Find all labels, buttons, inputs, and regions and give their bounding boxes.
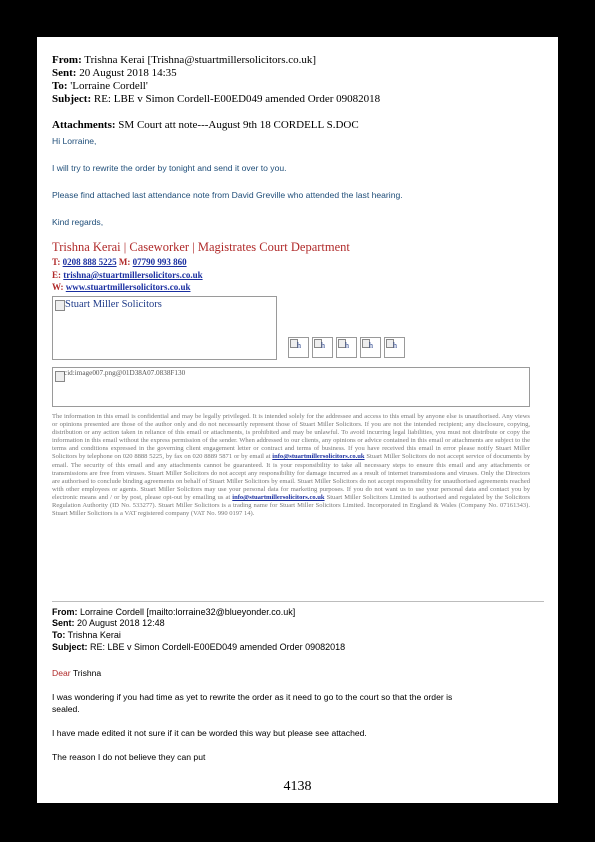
reply-from-line: From: Lorraine Cordell [mailto:lorraine32@blueyonder.co.uk] bbox=[52, 607, 296, 617]
email-link[interactable]: trishna@stuartmillersolicitors.co.uk bbox=[63, 270, 203, 280]
subject-line: Subject: RE: LBE v Simon Cordell-E00ED049 amended Order 09082018 bbox=[52, 93, 381, 105]
sent-line: Sent: 20 August 2018 14:35 bbox=[52, 67, 177, 79]
banner-image bbox=[52, 367, 530, 407]
social-link-1[interactable]: h bbox=[288, 337, 309, 358]
disclaimer-email-link-2[interactable]: info@stuartmillersolicitors.co.uk bbox=[232, 493, 325, 501]
website-link[interactable]: www.stuartmillersolicitors.co.uk bbox=[65, 282, 191, 292]
mobile-link[interactable]: 07790 993 860 bbox=[132, 257, 187, 267]
company-logo-image[interactable] bbox=[52, 296, 277, 360]
signature-web-line: W: www.stuartmillersolicitors.co.uk bbox=[52, 282, 191, 292]
reply-greeting: Dear Trishna bbox=[52, 668, 102, 678]
broken-image-icon bbox=[55, 300, 65, 311]
reply-subject-line: Subject: RE: LBE v Simon Cordell-E00ED049 amended Order 09082018 bbox=[52, 642, 346, 652]
reply-paragraph-1-cont: sealed. bbox=[52, 704, 80, 714]
social-link-4[interactable]: h bbox=[360, 337, 381, 358]
sent-value: 20 August 2018 14:35 bbox=[79, 67, 177, 79]
social-link-2[interactable]: h bbox=[312, 337, 333, 358]
reply-paragraph-3: The reason I do not believe they can put bbox=[52, 752, 206, 762]
social-icons bbox=[288, 337, 405, 358]
disclaimer-email-link-1[interactable]: info@stuartmillersolicitors.co.uk bbox=[272, 453, 365, 461]
phone-link[interactable]: 0208 888 5225 bbox=[62, 257, 117, 267]
social-link-5[interactable]: h bbox=[384, 337, 405, 358]
document-page bbox=[37, 37, 558, 803]
from-value: Trishna Kerai [Trishna@stuartmillersolicitors.co.uk] bbox=[84, 54, 317, 66]
from-line: From: Trishna Kerai [Trishna@stuartmillersolicitors.co.uk] bbox=[52, 54, 317, 66]
reply-subject-value: RE: LBE v Simon Cordell-E00ED049 amended Order 09082018 bbox=[90, 642, 346, 652]
reply-sent-value: 20 August 2018 12:48 bbox=[77, 618, 165, 628]
greeting: Hi Lorraine, bbox=[52, 136, 97, 146]
signature-phone-line: T: 0208 888 5225 M: 07790 993 860 bbox=[52, 257, 187, 267]
signature-email-line: E: trishna@stuartmillersolicitors.co.uk bbox=[52, 270, 203, 280]
reply-to-value: Trishna Kerai bbox=[67, 630, 121, 640]
legal-disclaimer: The information in this email is confidential and may be legally privileged. It is intended solely for the addressee and access to this email by anyone else is unauthorised. Any views or opinions presented are those of the author only and do not necessarily represent those of Stuart Miller Solicitors. If you are not the intended recipient; any disclosure, copying, distribution or any action taken in reliance of this email or attachments, is prohibited and may be unlawful. To avoid incurring legal liabilities, you must not distribute or copy the information in this email without the express permission of the sender. When addressed to our clients, any opinions or advice contained in this email or attachments are subject to the terms and conditions expressed in the governing client engagement letter or contract and terms of business. If you have received this email in error please notify Stuart Miller Solicitors by telephone on 020 8888 5225, by fax on 020 8889 5871 or by email at info@stuartmillersolicitors.co.uk Stuart Miller Solicitors do not accept service of documents by email. The security of this email and any attachments cannot be guaranteed. It is your responsibility to take all necessary steps to ensure this email and any attachments or transmissions are free from viruses. Stuart Miller Solicitors do not accept any responsibility for damage incurred as a result of internet transmissions and viruses. Only the Directors are authorised to conclude binding agreements on behalf of Stuart Miller Solicitors by email. Stuart Miller Solicitors do not accept responsibility for unauthorised agreements reached with other employees or agents. Stuart Miller Solicitors may use your personal data for marketing purposes. If you do not want us to use your personal data and contact you by electronic means and / or by post, please opt-out by emailing us at info@stuartmillersolicitors.co.uk Stuart Miller Solicitors Limited is authorised and regulated by the Solicitors Regulation Authority (ID No. 533277). Stuart Miller Solicitors is a trading name for Stuart Miller Solicitors Limited. Incorporated in England & Wales (Company No. 07161343). Stuart Miller Solicitors is a VAT registered company (VAT No. 990 0197 14). bbox=[52, 413, 531, 518]
reply-to-line: To: Trishna Kerai bbox=[52, 630, 121, 640]
signature-name: Trishna Kerai | Caseworker | Magistrates Court Department bbox=[52, 240, 350, 254]
reply-from-value: Lorraine Cordell [mailto:lorraine32@blueyonder.co.uk] bbox=[80, 607, 296, 617]
reply-paragraph-1: I was wondering if you had time as yet to rewrite the order as it need to go to the court so that the order is bbox=[52, 692, 453, 702]
divider bbox=[52, 601, 544, 602]
page-number: 4138 bbox=[283, 779, 312, 794]
body-paragraph-1: I will try to rewrite the order by tonight and send it over to you. bbox=[52, 163, 287, 173]
social-link-3[interactable]: h bbox=[336, 337, 357, 358]
banner-alt-text: cid:image007.png@01D38A07.0838F130 bbox=[64, 369, 186, 377]
to-line: To: 'Lorraine Cordell' bbox=[52, 80, 148, 92]
attachments-line: Attachments: SM Court att note---August 9th 18 CORDELL S.DOC bbox=[52, 119, 359, 131]
attachment-file[interactable]: SM Court att note---August 9th 18 CORDELL S.DOC bbox=[118, 119, 359, 131]
subject-value: RE: LBE v Simon Cordell-E00ED049 amended Order 09082018 bbox=[93, 93, 381, 105]
reply-sent-line: Sent: 20 August 2018 12:48 bbox=[52, 618, 165, 628]
body-paragraph-2: Please find attached last attendance note from David Greville who attended the last hearing. bbox=[52, 190, 403, 200]
closing: Kind regards, bbox=[52, 217, 104, 227]
logo-alt-text: Stuart Miller Solicitors bbox=[65, 299, 162, 310]
reply-paragraph-2: I have made edited it not sure if it can be worded this way but please see attached. bbox=[52, 728, 367, 738]
to-value: 'Lorraine Cordell' bbox=[70, 80, 148, 92]
